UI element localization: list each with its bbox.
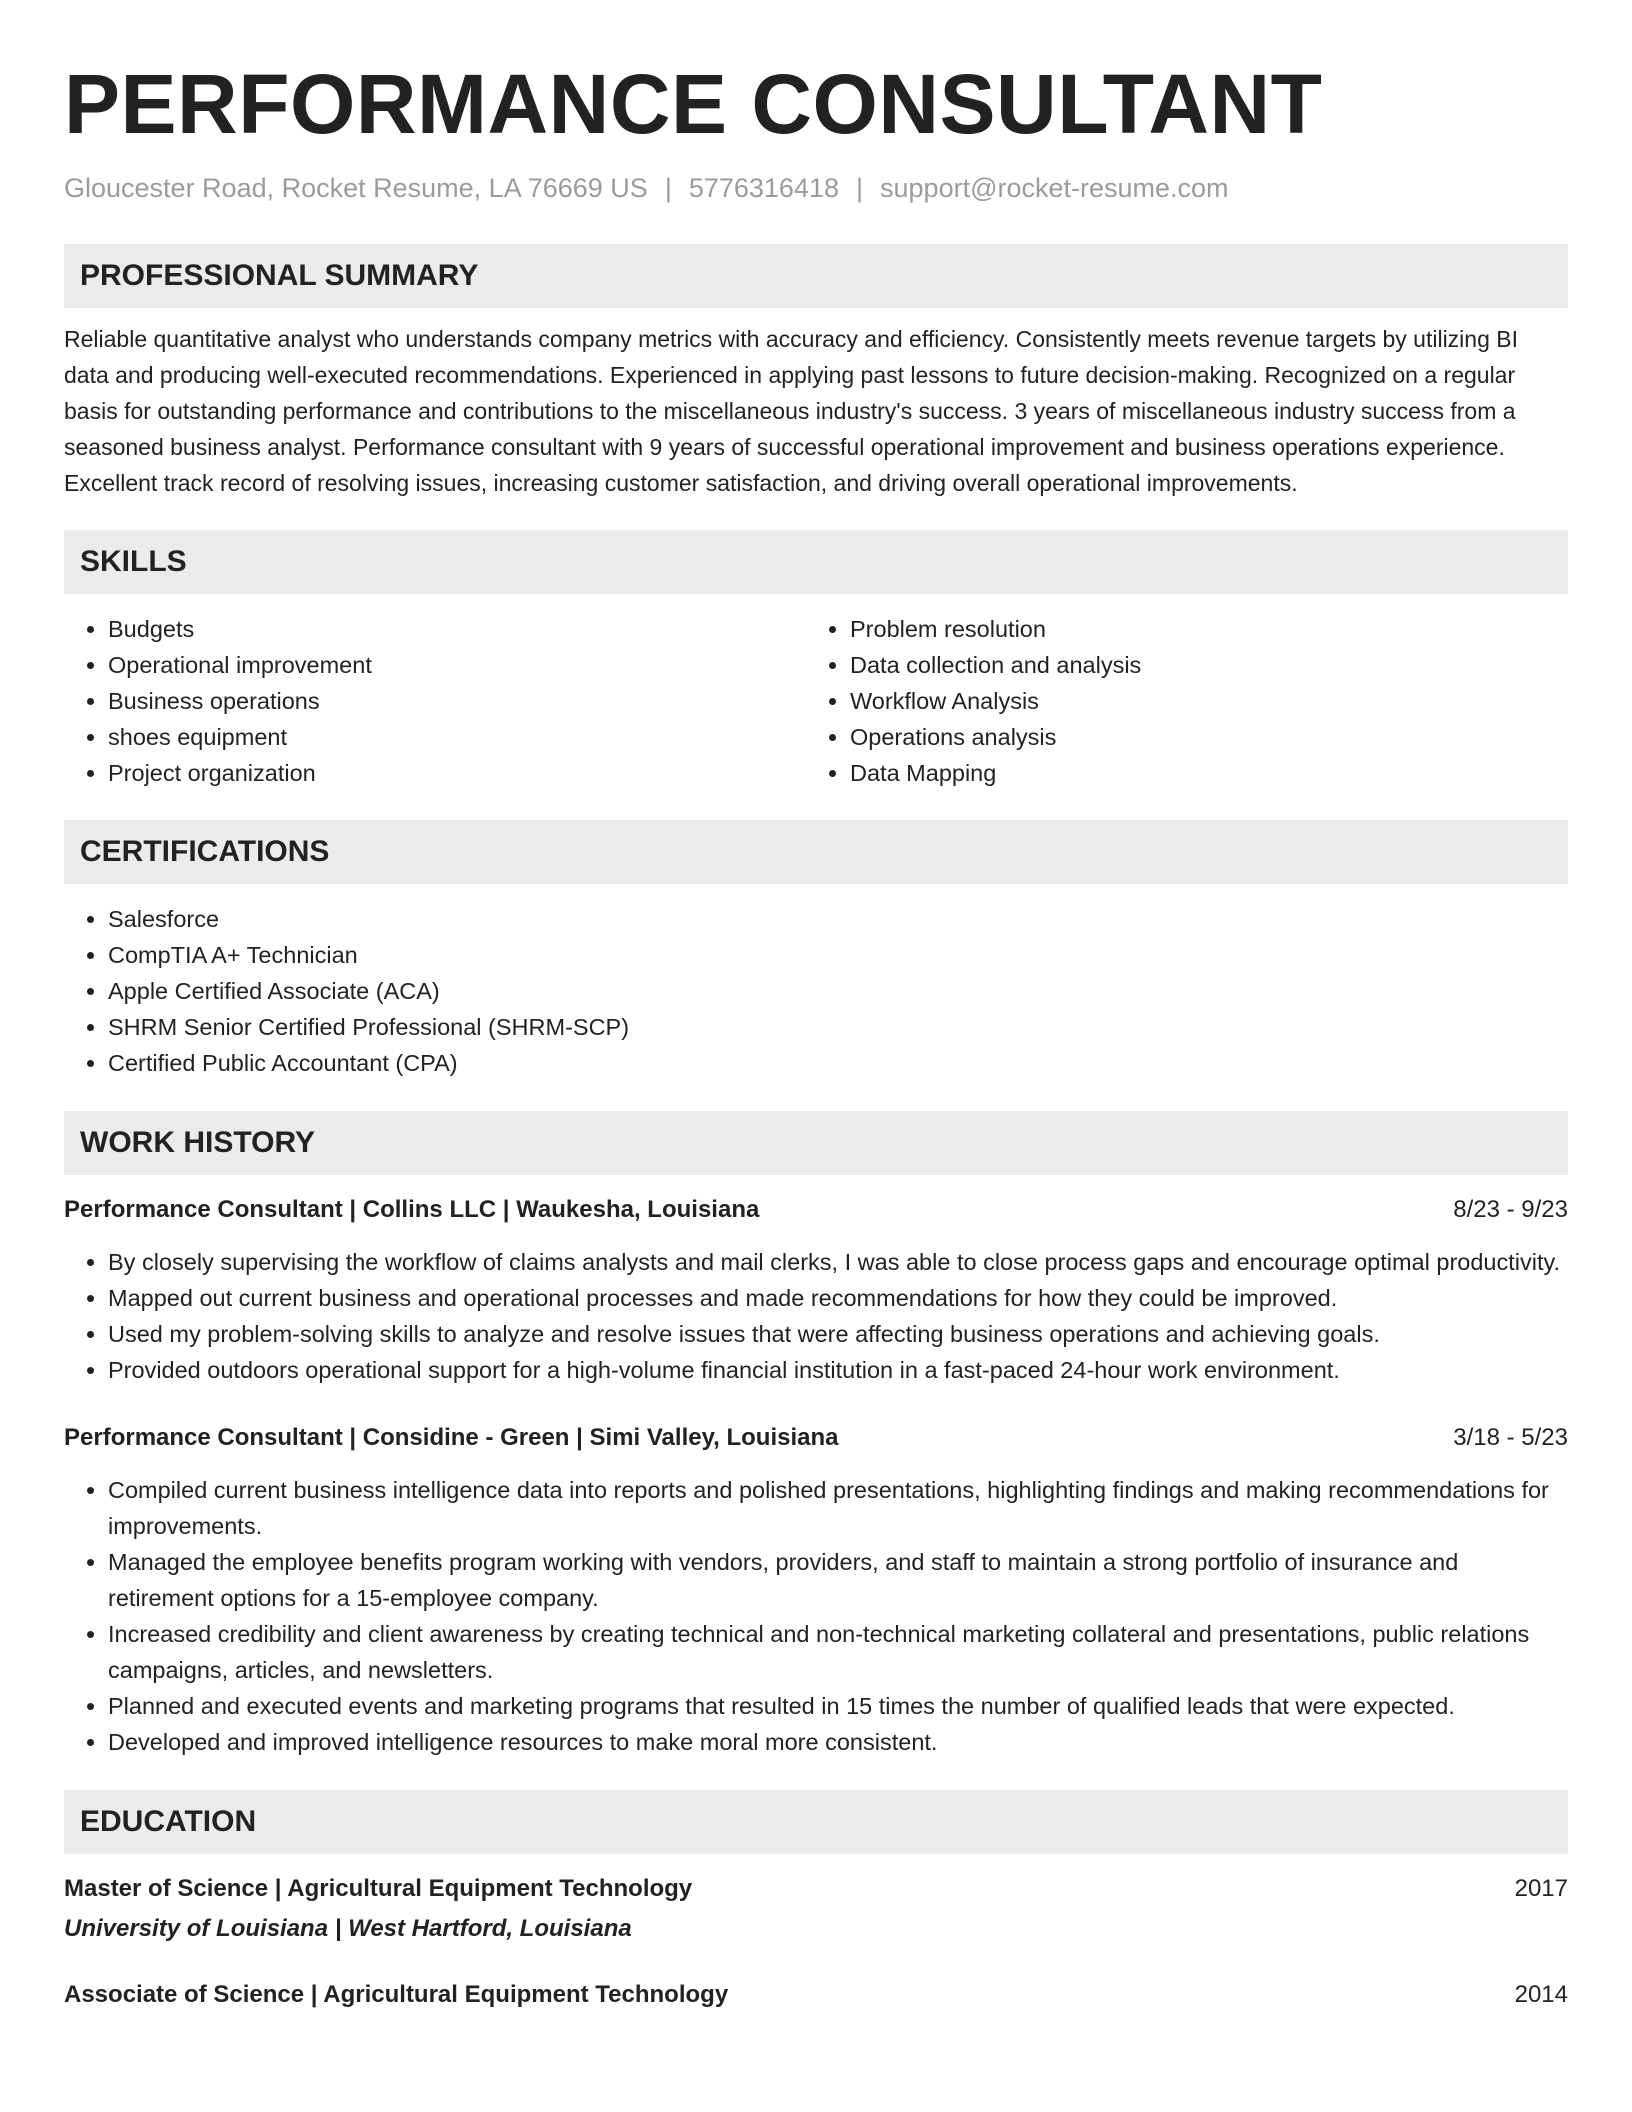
degree-title: Associate of Science | Agricultural Equipment Technology (64, 1981, 729, 2008)
certification-item: • Salesforce (108, 901, 1568, 937)
job-entry (64, 1192, 1568, 1388)
contact-separator: | (856, 173, 864, 203)
skill-item: • Project organization (108, 755, 806, 791)
job-entry (64, 1420, 1568, 1760)
skill-item: • Data Mapping (850, 755, 1566, 791)
job-title: Performance Consultant | Considine - Green | Simi Valley, Louisiana (64, 1424, 839, 1451)
contact-line (64, 170, 1568, 206)
job-header (64, 1192, 1568, 1228)
certification-item: • CompTIA A+ Technician (108, 937, 1568, 973)
certification-item: • Apple Certified Associate (ACA) (108, 973, 1568, 1009)
address-text: Gloucester Road, Rocket Resume, LA 76669 US (64, 173, 648, 203)
skill-item: • Workflow Analysis (850, 683, 1566, 719)
skill-item: • shoes equipment (108, 719, 806, 755)
job-title: Performance Consultant | Collins LLC | Waukesha, Louisiana (64, 1196, 760, 1223)
job-header (64, 1420, 1568, 1456)
skills-list-right (806, 611, 1566, 791)
job-bullet: • Planned and executed events and marketing programs that resulted in 15 times the number of qualified leads that were expected. (108, 1688, 1568, 1724)
skill-item: • Data collection and analysis (850, 647, 1566, 683)
education-entry (64, 1871, 1568, 1947)
job-bullets (64, 1244, 1568, 1388)
certifications-list (64, 901, 1568, 1081)
education-entry (64, 1977, 1568, 2013)
job-bullet: • Used my problem-solving skills to analyze and resolve issues that were affecting business operations and achieving goals. (108, 1316, 1568, 1352)
job-bullet: • Increased credibility and client awareness by creating technical and non-technical marketing collateral and presentations, public relations campaigns, articles, and newsletters. (108, 1616, 1568, 1688)
work-history-section-header: WORK HISTORY (64, 1111, 1568, 1175)
certifications-section-header: CERTIFICATIONS (64, 820, 1568, 884)
education-header (64, 1871, 1568, 1907)
degree-title: Master of Science | Agricultural Equipment Technology (64, 1875, 693, 1902)
skill-item: • Operational improvement (108, 647, 806, 683)
job-bullet: • By closely supervising the workflow of claims analysts and mail clerks, I was able to close process gaps and encourage optimal productivity. (108, 1244, 1568, 1280)
job-dates: 3/18 - 5/23 (1453, 1424, 1568, 1451)
job-dates: 8/23 - 9/23 (1453, 1196, 1568, 1223)
candidate-name: PERFORMANCE CONSULTANT (64, 57, 1323, 151)
graduation-year: 2014 (1514, 1981, 1568, 2008)
job-bullet: • Managed the employee benefits program working with vendors, providers, and staff to maintain a strong portfolio of insurance and retirement options for a 15-employee company. (108, 1544, 1568, 1616)
job-bullets (64, 1472, 1568, 1760)
school-name: University of Louisiana | West Hartford, Louisiana (64, 1915, 632, 1942)
skill-item: • Business operations (108, 683, 806, 719)
summary-text: Reliable quantitative analyst who understands company metrics with accuracy and efficiency. Consistently meets revenue targets by utilizing BI data and producing well-executed recommendations. Experienced in applying past lessons to future decision-making. Recognized on a regular basis for outstanding performance and contributions to the miscellaneous industry's success. 3 years of miscellaneous industry success from a seasoned business analyst. Performance consultant with 9 years of successful operational improvement and business operations experience. Excellent track record of resolving issues, increasing customer satisfaction, and driving overall operational improvements. (64, 326, 1518, 496)
job-bullet: • Compiled current business intelligence data into reports and polished presentations, highlighting findings and making recommendations for improvements. (108, 1472, 1568, 1544)
phone-text: 5776316418 (688, 173, 839, 203)
certification-item: • SHRM Senior Certified Professional (SHRM-SCP) (108, 1009, 1568, 1045)
job-bullet: • Provided outdoors operational support for a high-volume financial institution in a fast-paced 24-hour work environment. (108, 1352, 1568, 1388)
certification-item: • Certified Public Accountant (CPA) (108, 1045, 1568, 1081)
education-header (64, 1977, 1568, 2013)
graduation-year: 2017 (1514, 1875, 1568, 1902)
summary-section-header: PROFESSIONAL SUMMARY (64, 244, 1568, 308)
job-bullet: • Mapped out current business and operational processes and made recommendations for how they could be improved. (108, 1280, 1568, 1316)
job-bullet: • Developed and improved intelligence resources to make moral more consistent. (108, 1724, 1568, 1760)
skill-item: • Problem resolution (850, 611, 1566, 647)
education-section-header: EDUCATION (64, 1790, 1568, 1854)
email-link[interactable]: support@rocket-resume.com (880, 173, 1229, 203)
skills-section-header: SKILLS (64, 530, 1568, 594)
contact-separator: | (664, 173, 672, 203)
skills-list-left (64, 611, 806, 791)
skill-item: • Budgets (108, 611, 806, 647)
skill-item: • Operations analysis (850, 719, 1566, 755)
skills-columns (64, 611, 1568, 791)
